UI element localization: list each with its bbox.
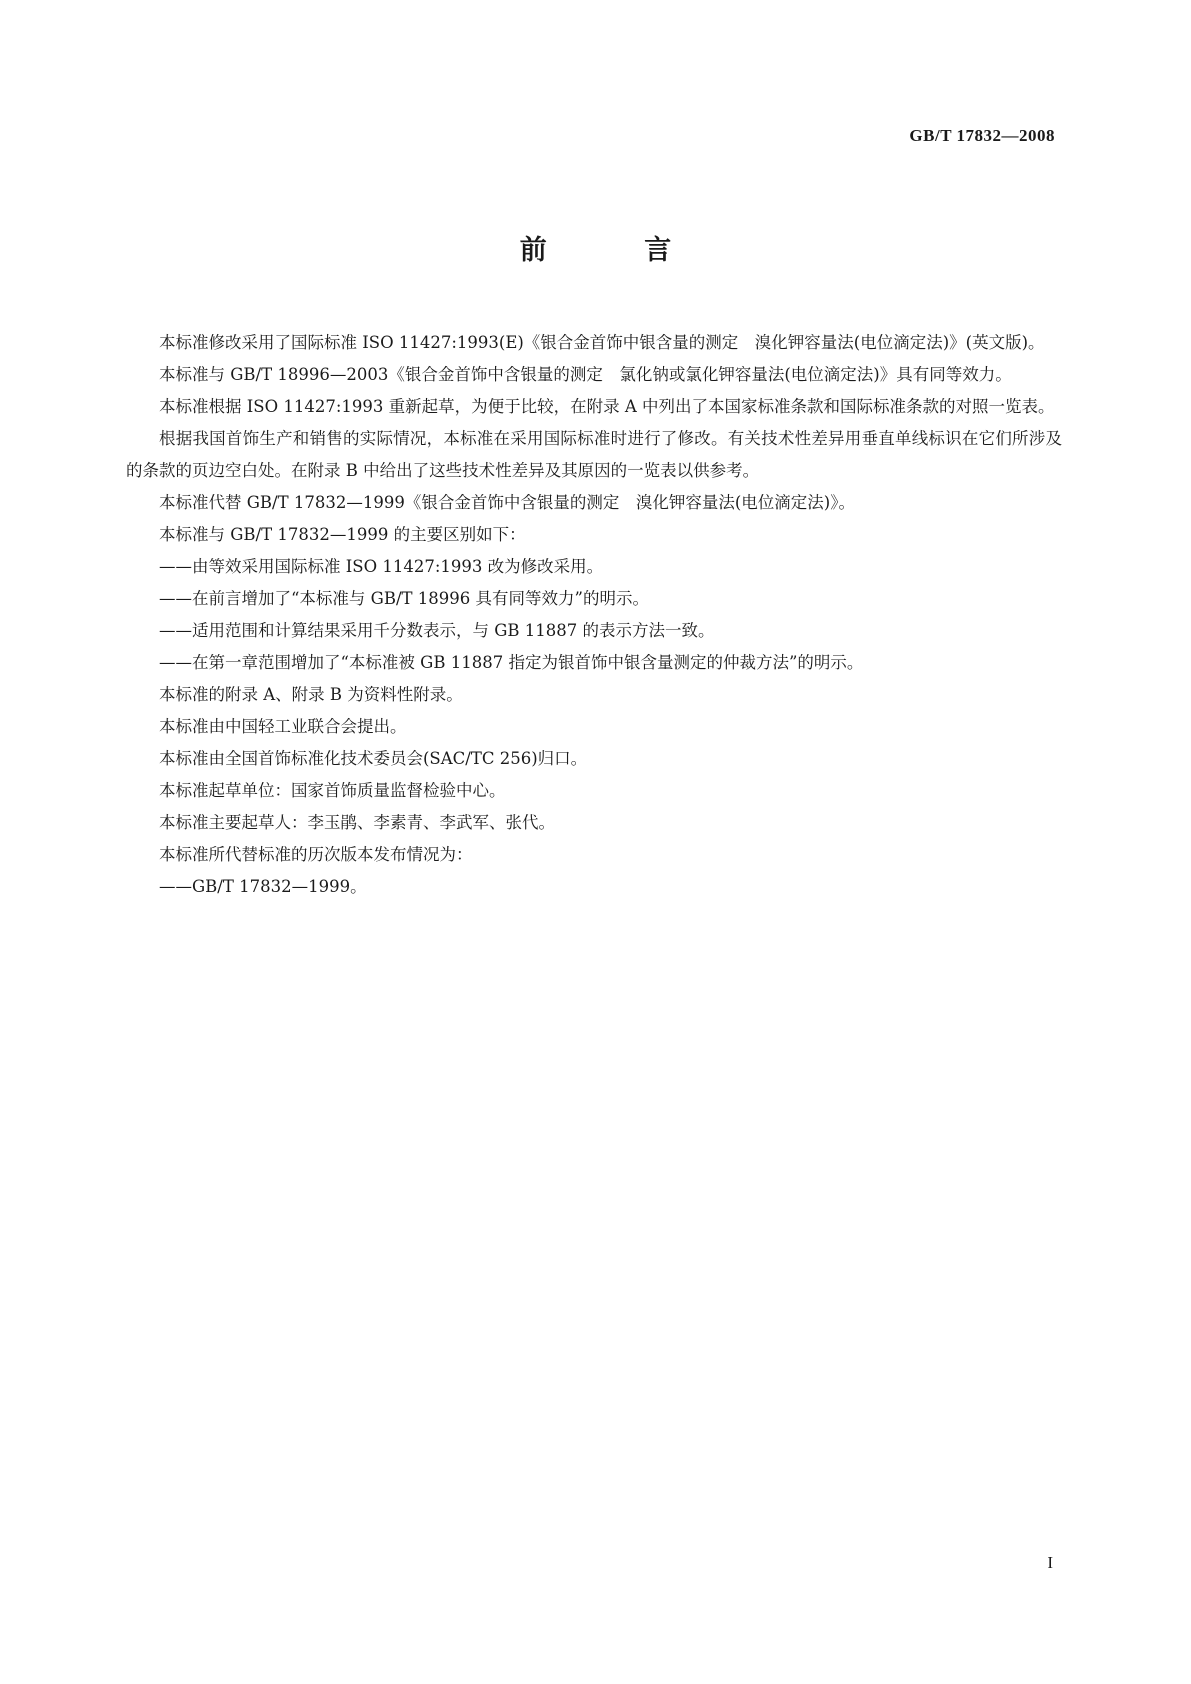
- paragraph: 本标准与 GB/T 18996—2003《银合金首饰中含银量的测定 氯化钠或氯化钾容量法(电位滴定法)》具有同等效力。: [159, 365, 1012, 384]
- difference-item: ——在第一章范围增加了“本标准被 GB 11887 指定为银首饰中银含量测定的仲裁方法”的明示。: [159, 653, 864, 672]
- difference-item: ——由等效采用国际标准 ISO 11427:1993 改为修改采用。: [159, 557, 604, 576]
- paragraph: 本标准由中国轻工业联合会提出。: [159, 717, 407, 736]
- paragraph: 本标准所代替标准的历次版本发布情况为：: [159, 845, 473, 864]
- standard-code: GB/T 17832—2008: [909, 126, 1055, 145]
- paragraph: 本标准与 GB/T 17832—1999 的主要区别如下：: [159, 525, 526, 544]
- paragraph: 本标准由全国首饰标准化技术委员会(SAC/TC 256)归口。: [159, 749, 588, 768]
- history-item: ——GB/T 17832—1999。: [159, 877, 367, 896]
- paragraph: 本标准主要起草人：李玉鹃、李素青、李武军、张代。: [159, 813, 555, 832]
- paragraph: 本标准代替 GB/T 17832—1999《银合金首饰中含银量的测定 溴化钾容量法(电位滴定法)》。: [159, 493, 855, 512]
- paragraph: 根据我国首饰生产和销售的实际情况，本标准在采用国际标准时进行了修改。有关技术性差异用垂直单线标识在它们所涉及的条款的页边空白处。在附录 B 中给出了这些技术性差异及其原因的一览表以供参考。: [126, 429, 1062, 480]
- difference-item: ——适用范围和计算结果采用千分数表示，与 GB 11887 的表示方法一致。: [159, 621, 715, 640]
- paragraph: 本标准根据 ISO 11427:1993 重新起草，为便于比较，在附录 A 中列出了本国家标准条款和国际标准条款的对照一览表。: [159, 397, 1055, 416]
- paragraph: 本标准的附录 A、附录 B 为资料性附录。: [159, 685, 463, 704]
- foreword-body: [126, 327, 1062, 903]
- page-number: I: [1047, 1553, 1053, 1572]
- paragraph: 本标准修改采用了国际标准 ISO 11427:1993(E)《银合金首饰中银含量的测定 溴化钾容量法(电位滴定法)》(英文版)。: [159, 333, 1045, 352]
- page-title: 前 言: [519, 235, 716, 266]
- paragraph: 本标准起草单位：国家首饰质量监督检验中心。: [159, 781, 506, 800]
- difference-item: ——在前言增加了“本标准与 GB/T 18996 具有同等效力”的明示。: [159, 589, 649, 608]
